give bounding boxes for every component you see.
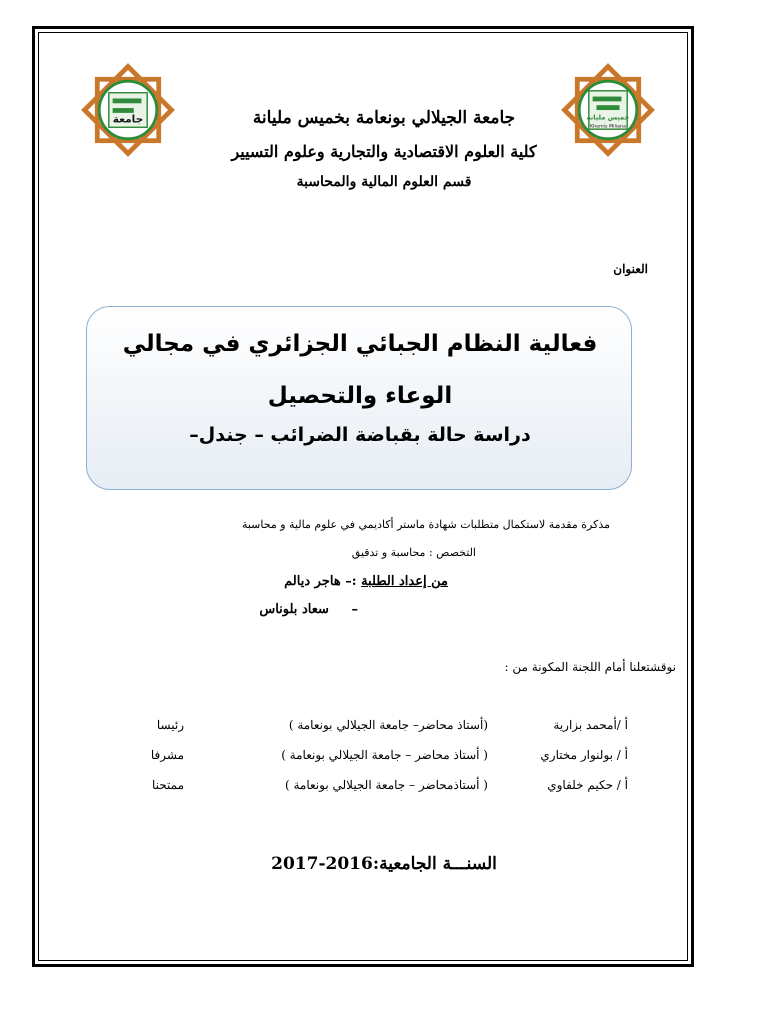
logo-text-main: جامعة: [112, 113, 144, 126]
committee-intro: نوقشتعلنا أمام اللجنة المكونة من :: [504, 660, 676, 674]
student-2-dash: –: [351, 602, 358, 617]
student-2: سعاد بلوناس: [259, 602, 329, 617]
logo-text-sub: خميس مليانة: [586, 113, 630, 122]
memo-statement: مذكرة مقدمة لاستكمال متطلبات شهادة ماستر أكاديمي في علوم مالية و محاسبة: [241, 518, 610, 531]
prepared-by-separator: :–: [345, 574, 357, 589]
logo-text-latin: Khemis Miliana: [589, 124, 627, 130]
prepared-by-line: [284, 574, 448, 589]
department-name: قسم العلوم المالية والمحاسبة: [296, 174, 472, 190]
specialization: التخصص : محاسبة و تدقيق: [351, 546, 476, 559]
case-study: دراسة حالة بقباضة الضرائب – جندل–: [189, 424, 531, 446]
member-affiliation: (أستاذ محاضر– جامعة الجيلالي بونعامة ): [288, 718, 488, 732]
member-name: أ / بولنوار مختاري: [540, 748, 628, 762]
academic-year: السنـــة الجامعية:2016-2017: [271, 854, 497, 874]
faculty-name: كلية العلوم الاقتصادية والتجارية وعلوم التسيير: [231, 142, 537, 161]
member-affiliation: ( أستاذمحاضر – جامعة الجيلالي بونعامة ): [285, 778, 488, 792]
committee-member-row: [0, 748, 768, 768]
page-border-inner: [38, 32, 688, 961]
prepared-by-label: من إعداد الطلبة: [361, 574, 448, 589]
member-name: أ /أمحمد بزارية: [553, 718, 628, 732]
student-1: هاجر ديالم: [284, 574, 341, 589]
member-affiliation: ( أستاذ محاضر – جامعة الجيلالي بونعامة ): [281, 748, 488, 762]
member-role: ممتحنا: [151, 778, 184, 792]
member-role: رئيسا: [156, 718, 184, 732]
member-name: أ / حكيم خلفاوي: [547, 778, 628, 792]
committee-member-row: [0, 718, 768, 738]
university-name: جامعة الجيلالي بونعامة بخميس مليانة: [252, 108, 516, 128]
member-role: مشرفا: [150, 748, 184, 762]
title-label: العنوان: [613, 262, 648, 276]
thesis-title: فعالية النظام الجبائي الجزائري في مجالي الوعاء والتحصيل: [122, 331, 598, 409]
committee-member-row: [0, 778, 768, 798]
student-2-line: [259, 602, 358, 617]
